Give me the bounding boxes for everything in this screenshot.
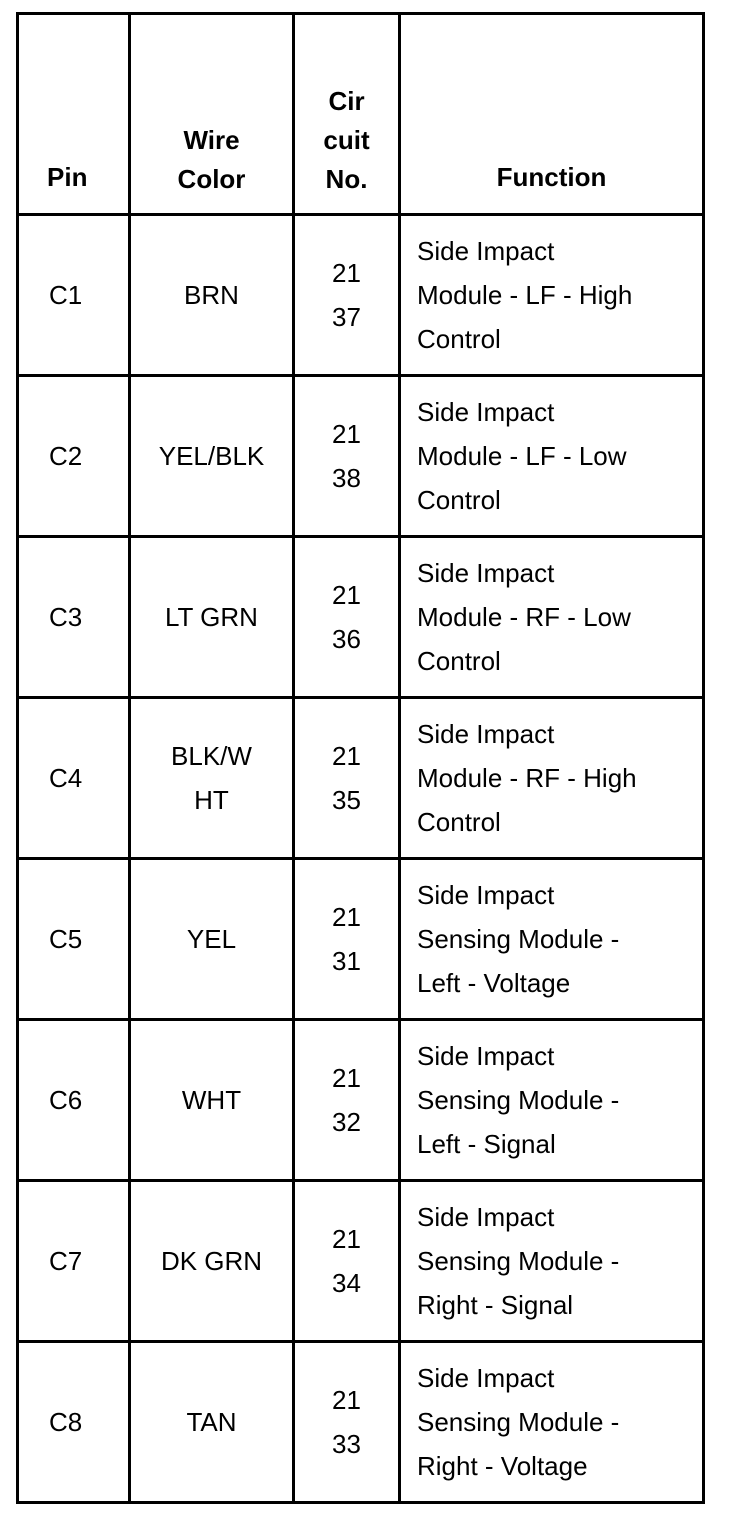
circuit-no-cell-text: 21 32 — [332, 1063, 361, 1137]
function-cell-text: Side Impact Module - LF - Low Control — [417, 397, 627, 515]
wire-color-cell-text: YEL/BLK — [158, 441, 265, 471]
connector-pinout-table — [16, 12, 705, 1504]
function-cell — [400, 1020, 704, 1181]
circuit-no-cell-text: 21 31 — [332, 902, 361, 976]
circuit-no-cell-text: 21 35 — [332, 741, 361, 815]
table-row — [18, 376, 704, 537]
pin-cell — [18, 376, 130, 537]
wire-color-cell — [130, 698, 294, 859]
circuit-no-cell — [294, 215, 400, 376]
header-function-label: Function — [496, 162, 607, 192]
function-cell-text: Side Impact Module - LF - High Control — [417, 236, 633, 354]
function-cell-text: Side Impact Sensing Module - Right - Voltage — [417, 1363, 620, 1481]
wire-color-cell — [130, 1342, 294, 1503]
pin-cell-text: C1 — [49, 280, 83, 310]
function-cell-text: Side Impact Sensing Module - Right - Signal — [417, 1202, 620, 1320]
header-wire-color — [130, 14, 294, 215]
pin-cell-text: C5 — [49, 924, 83, 954]
function-cell — [400, 376, 704, 537]
function-cell-text: Side Impact Sensing Module - Left - Signal — [417, 1041, 620, 1159]
wire-color-cell — [130, 859, 294, 1020]
pin-cell-text: C8 — [49, 1407, 83, 1437]
circuit-no-cell — [294, 1181, 400, 1342]
table-row — [18, 537, 704, 698]
table-row — [18, 215, 704, 376]
header-pin — [18, 14, 130, 215]
pin-cell — [18, 698, 130, 859]
table-row — [18, 1342, 704, 1503]
table-row — [18, 698, 704, 859]
function-cell-text: Side Impact Module - RF - Low Control — [417, 558, 631, 676]
wire-color-cell-text: DK GRN — [160, 1246, 263, 1276]
circuit-no-cell — [294, 698, 400, 859]
table-row — [18, 1020, 704, 1181]
circuit-no-cell — [294, 376, 400, 537]
circuit-no-cell — [294, 859, 400, 1020]
circuit-no-cell-text: 21 34 — [332, 1224, 361, 1298]
header-function — [400, 14, 704, 215]
wire-color-cell — [130, 1181, 294, 1342]
wire-color-cell — [130, 537, 294, 698]
circuit-no-cell-text: 21 36 — [332, 580, 361, 654]
pin-cell — [18, 859, 130, 1020]
circuit-no-cell-text: 21 33 — [332, 1385, 361, 1459]
pin-cell-text: C6 — [49, 1085, 83, 1115]
wire-color-cell-text: YEL — [186, 924, 237, 954]
wire-color-cell-text: TAN — [186, 1407, 237, 1437]
circuit-no-cell — [294, 1020, 400, 1181]
function-cell — [400, 215, 704, 376]
function-cell — [400, 859, 704, 1020]
circuit-no-cell-text: 21 37 — [332, 258, 361, 332]
wire-color-cell-text: LT GRN — [165, 602, 258, 632]
wire-color-cell-text: BRN — [184, 280, 239, 310]
pin-cell-text: C3 — [49, 602, 83, 632]
wire-color-cell-text: BLK/W HT — [171, 741, 252, 815]
table-header-row — [18, 14, 704, 215]
pin-cell-text: C2 — [49, 441, 83, 471]
header-pin-label: Pin — [47, 162, 88, 192]
pin-cell-text: C7 — [49, 1246, 83, 1276]
header-wire-color-label: Wire Color — [177, 125, 246, 194]
wire-color-cell — [130, 1020, 294, 1181]
table-row — [18, 1181, 704, 1342]
function-cell — [400, 1342, 704, 1503]
circuit-no-cell — [294, 537, 400, 698]
function-cell — [400, 1181, 704, 1342]
function-cell — [400, 698, 704, 859]
header-circuit-no — [294, 14, 400, 215]
circuit-no-cell — [294, 1342, 400, 1503]
pin-cell-text: C4 — [49, 763, 83, 793]
function-cell-text: Side Impact Sensing Module - Left - Voltage — [417, 880, 620, 998]
table-row — [18, 859, 704, 1020]
pin-cell — [18, 215, 130, 376]
pin-cell — [18, 537, 130, 698]
pin-cell — [18, 1020, 130, 1181]
wire-color-cell — [130, 376, 294, 537]
function-cell — [400, 537, 704, 698]
wire-color-cell-text: WHT — [181, 1085, 242, 1115]
pin-cell — [18, 1342, 130, 1503]
pin-cell — [18, 1181, 130, 1342]
wire-color-cell — [130, 215, 294, 376]
header-circuit-no-label: Cir cuit No. — [323, 86, 370, 194]
function-cell-text: Side Impact Module - RF - High Control — [417, 719, 637, 837]
circuit-no-cell-text: 21 38 — [332, 419, 361, 493]
